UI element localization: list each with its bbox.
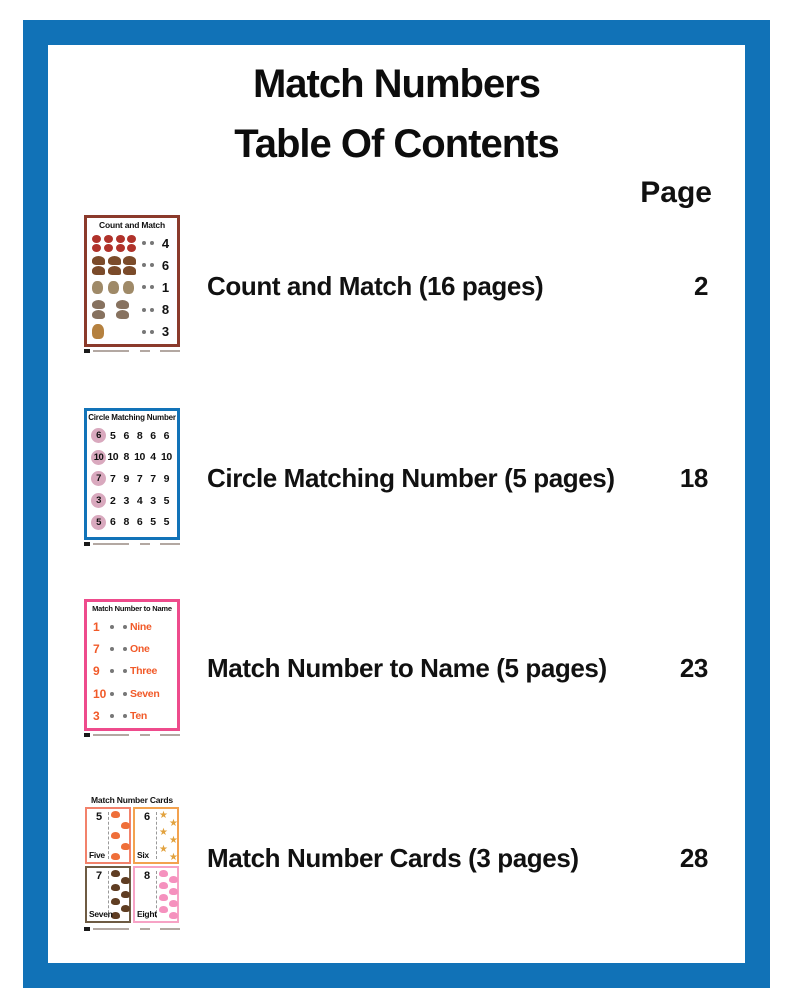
starfish-icon: ★ (159, 826, 168, 838)
card-number: 8 (144, 870, 151, 882)
pig-icon (159, 906, 168, 913)
option-number: 2 (110, 494, 116, 507)
count-match-row (87, 254, 177, 276)
doc-title-line2: Table Of Contents (234, 122, 559, 166)
starfish-icon: ★ (169, 835, 178, 847)
match-dot (142, 241, 146, 245)
option-number: 10 (107, 451, 119, 464)
toc-entry-label: Count and Match (16 pages) (207, 271, 544, 301)
hedgehog-icon (121, 877, 130, 884)
footer-text-line (140, 350, 150, 352)
thumbnail-title: Match Number to Name (92, 604, 172, 613)
footer-logo-mark (84, 733, 90, 737)
pig-icon (159, 870, 168, 877)
hedgehog-icon (92, 256, 105, 265)
doc-title-line1: Match Numbers (252, 62, 541, 106)
hedgehog-icon (121, 891, 130, 898)
thumbnail-title: Circle Matching Number (88, 413, 176, 422)
match-dot (123, 647, 127, 651)
footer-text-line (160, 734, 180, 736)
hedgehog-icon (92, 266, 105, 275)
option-number: 3 (150, 494, 156, 507)
name-group (123, 665, 171, 677)
card-word: Eight (137, 909, 157, 919)
match-dot (123, 625, 127, 629)
number-card (133, 866, 179, 923)
hedgehog-icon (121, 905, 130, 912)
option-number: 6 (110, 516, 116, 529)
target-number-circle: 3 (91, 493, 106, 508)
starfish-group (158, 809, 176, 862)
ladybug-icon (92, 244, 101, 252)
count-match-row (87, 276, 177, 298)
pig-icon (159, 894, 168, 901)
match-number-to-name-card (84, 599, 180, 731)
toc-entry-label: Circle Matching Number (5 pages) (207, 463, 615, 493)
left-number: 9 (93, 664, 100, 679)
toc-entry-page-number: 23 (679, 653, 708, 683)
match-dot (123, 692, 127, 696)
toc-entry-match-number-to-name (207, 653, 708, 684)
option-numbers (106, 430, 173, 442)
number-name-word: Seven (130, 687, 160, 700)
option-number: 9 (163, 472, 169, 485)
snail-icon (92, 300, 105, 309)
count-match-row (87, 321, 177, 343)
animal-group (92, 324, 138, 339)
hedgehog-icon (111, 898, 120, 905)
owl-icon (92, 281, 103, 294)
starfish-icon: ★ (159, 843, 168, 855)
hedgehog-icon (123, 256, 136, 265)
match-dot (110, 669, 114, 673)
thumbnail-count-and-match (84, 215, 180, 353)
option-numbers (106, 516, 173, 528)
number-card (85, 866, 131, 923)
option-number: 8 (123, 516, 129, 529)
card-word: Five (89, 850, 105, 860)
circle-match-row (87, 425, 177, 447)
target-number-circle: 10 (91, 450, 106, 465)
number-name-row (87, 638, 177, 660)
toc-entry-match-number-cards (207, 843, 708, 874)
match-dot (110, 692, 114, 696)
snail-icon (116, 310, 129, 319)
crab-icon (121, 843, 130, 850)
thumbnail-footer-microtext (84, 348, 180, 353)
count-and-match-card (84, 215, 180, 347)
left-number: 7 (93, 642, 100, 657)
snail-icon (92, 310, 105, 319)
left-number: 3 (93, 708, 100, 723)
match-number: 3 (161, 324, 170, 340)
toc-entry-circle-matching-number (207, 463, 708, 494)
match-number: 1 (161, 279, 170, 295)
crab-group (110, 809, 128, 862)
footer-text-line (93, 543, 129, 545)
match-dot (110, 625, 114, 629)
target-number-circle: 7 (91, 471, 106, 486)
owl-icon (123, 281, 134, 294)
count-match-row (87, 299, 177, 321)
thumbnail-title: Match Number Cards (91, 795, 173, 805)
option-number: 7 (150, 472, 156, 485)
option-number: 4 (150, 451, 156, 464)
number-name-row (87, 683, 177, 705)
footer-text-line (160, 350, 180, 352)
animal-group (92, 235, 138, 252)
thumbnail-footer-microtext (84, 541, 180, 546)
footer-text-line (140, 543, 150, 545)
name-group (123, 621, 171, 633)
pig-icon (169, 912, 178, 919)
footer-text-line (93, 350, 129, 352)
match-dot (142, 263, 146, 267)
hedgehog-icon (123, 266, 136, 275)
match-dot (150, 241, 154, 245)
pig-icon (159, 882, 168, 889)
option-number: 6 (136, 516, 143, 529)
ladybug-icon (92, 235, 101, 243)
circle-match-row (87, 447, 177, 469)
option-number: 3 (123, 494, 129, 507)
name-group (123, 643, 171, 655)
option-number: 5 (150, 516, 156, 529)
ladybug-icon (116, 235, 125, 243)
option-numbers (106, 495, 173, 507)
ladybug-icon (127, 235, 136, 243)
option-number: 10 (160, 451, 172, 464)
match-dot (150, 330, 154, 334)
page-column-header: Page (640, 176, 712, 209)
crab-icon (111, 811, 120, 818)
match-number: 8 (161, 302, 170, 318)
footer-logo-mark (84, 927, 90, 931)
pig-icon (169, 888, 178, 895)
pig-icon (169, 900, 178, 907)
crab-icon (121, 822, 130, 829)
match-dot (142, 308, 146, 312)
circle-matching-card (84, 408, 180, 540)
hedgehog-icon (108, 256, 121, 265)
hedgehog-icon (108, 266, 121, 275)
footer-text-line (160, 543, 180, 545)
footer-text-line (140, 928, 150, 930)
dashed-divider (108, 812, 109, 859)
match-dot (110, 714, 114, 718)
option-number: 6 (163, 429, 169, 442)
option-numbers (106, 451, 173, 463)
toc-entry-count-and-match (207, 271, 708, 302)
number-name-row (87, 616, 177, 638)
thumbnail-footer-microtext (84, 926, 180, 931)
footer-logo-mark (84, 349, 90, 353)
option-number: 7 (110, 472, 116, 485)
ladybug-icon (127, 244, 136, 252)
toc-entry-page-number: 18 (679, 463, 708, 493)
match-dot (142, 285, 146, 289)
animal-group (92, 281, 138, 294)
option-number: 5 (163, 516, 169, 529)
match-dot (123, 669, 127, 673)
crab-icon (111, 853, 120, 860)
target-number-circle: 6 (91, 428, 106, 443)
option-number: 5 (163, 494, 169, 507)
snail-icon (116, 300, 129, 309)
option-number: 5 (110, 429, 116, 442)
hedgehog-icon (111, 884, 120, 891)
card-number: 6 (144, 811, 151, 823)
match-dot (142, 330, 146, 334)
footer-text-line (93, 734, 129, 736)
cards-grid (84, 807, 180, 923)
number-name-word: One (130, 643, 150, 656)
pig-group (158, 868, 176, 921)
footer-text-line (160, 928, 180, 930)
thumbnail-match-number-cards (84, 793, 180, 931)
ladybug-icon (116, 244, 125, 252)
hedgehog-icon (111, 870, 120, 877)
number-name-word: Three (130, 665, 158, 678)
thumbnail-footer-microtext (84, 732, 180, 737)
pig-icon (169, 876, 178, 883)
option-number: 6 (150, 429, 156, 442)
match-number: 4 (161, 235, 170, 251)
thumbnail-circle-matching-number (84, 408, 180, 546)
footer-text-line (140, 734, 150, 736)
owl-icon (108, 281, 119, 294)
option-number: 10 (134, 451, 145, 464)
card-number: 5 (96, 811, 103, 823)
option-number: 7 (136, 472, 143, 485)
option-number: 6 (123, 429, 129, 442)
toc-entry-label: Match Number to Name (5 pages) (207, 653, 607, 683)
number-name-word: Ten (130, 709, 147, 722)
count-match-row (87, 232, 177, 254)
number-name-word: Nine (130, 621, 152, 634)
ladybug-icon (104, 244, 113, 252)
footer-text-line (93, 928, 129, 930)
number-card (133, 807, 179, 864)
match-dot (110, 647, 114, 651)
target-number-circle: 5 (91, 515, 106, 530)
match-number-cards-sheet (84, 793, 180, 925)
starfish-icon: ★ (159, 810, 168, 821)
thumbnail-match-number-to-name (84, 599, 180, 737)
left-number: 10 (93, 686, 107, 701)
option-numbers (106, 473, 173, 485)
circle-match-row (87, 511, 177, 533)
card-word: Six (137, 850, 149, 860)
circle-match-row (87, 468, 177, 490)
animal-group (92, 300, 138, 319)
match-dot (150, 308, 154, 312)
option-number: 9 (123, 472, 129, 485)
match-dot (123, 714, 127, 718)
circle-match-row (87, 490, 177, 512)
match-dot (150, 285, 154, 289)
option-number: 4 (136, 494, 143, 507)
starfish-icon: ★ (169, 818, 178, 830)
match-number: 6 (161, 257, 170, 273)
card-word: Seven (89, 909, 113, 919)
name-group (123, 710, 171, 722)
card-number: 7 (96, 870, 103, 882)
toc-entry-label: Match Number Cards (3 pages) (207, 843, 579, 873)
footer-logo-mark (84, 542, 90, 546)
toc-entry-page-number: 28 (679, 843, 708, 873)
thumbnail-title: Count and Match (99, 220, 165, 230)
left-number: 1 (93, 620, 100, 635)
ladybug-icon (104, 235, 113, 243)
crab-icon (111, 832, 120, 839)
option-number: 8 (136, 429, 143, 442)
toc-entry-page-number: 2 (693, 271, 708, 301)
number-card (85, 807, 131, 864)
animal-group (92, 256, 138, 275)
option-number: 8 (123, 451, 129, 464)
name-group (123, 688, 171, 700)
dashed-divider (156, 812, 157, 859)
match-dot (150, 263, 154, 267)
starfish-icon: ★ (169, 852, 178, 863)
number-name-row (87, 660, 177, 682)
number-name-row (87, 705, 177, 727)
monkey-icon (92, 324, 104, 339)
